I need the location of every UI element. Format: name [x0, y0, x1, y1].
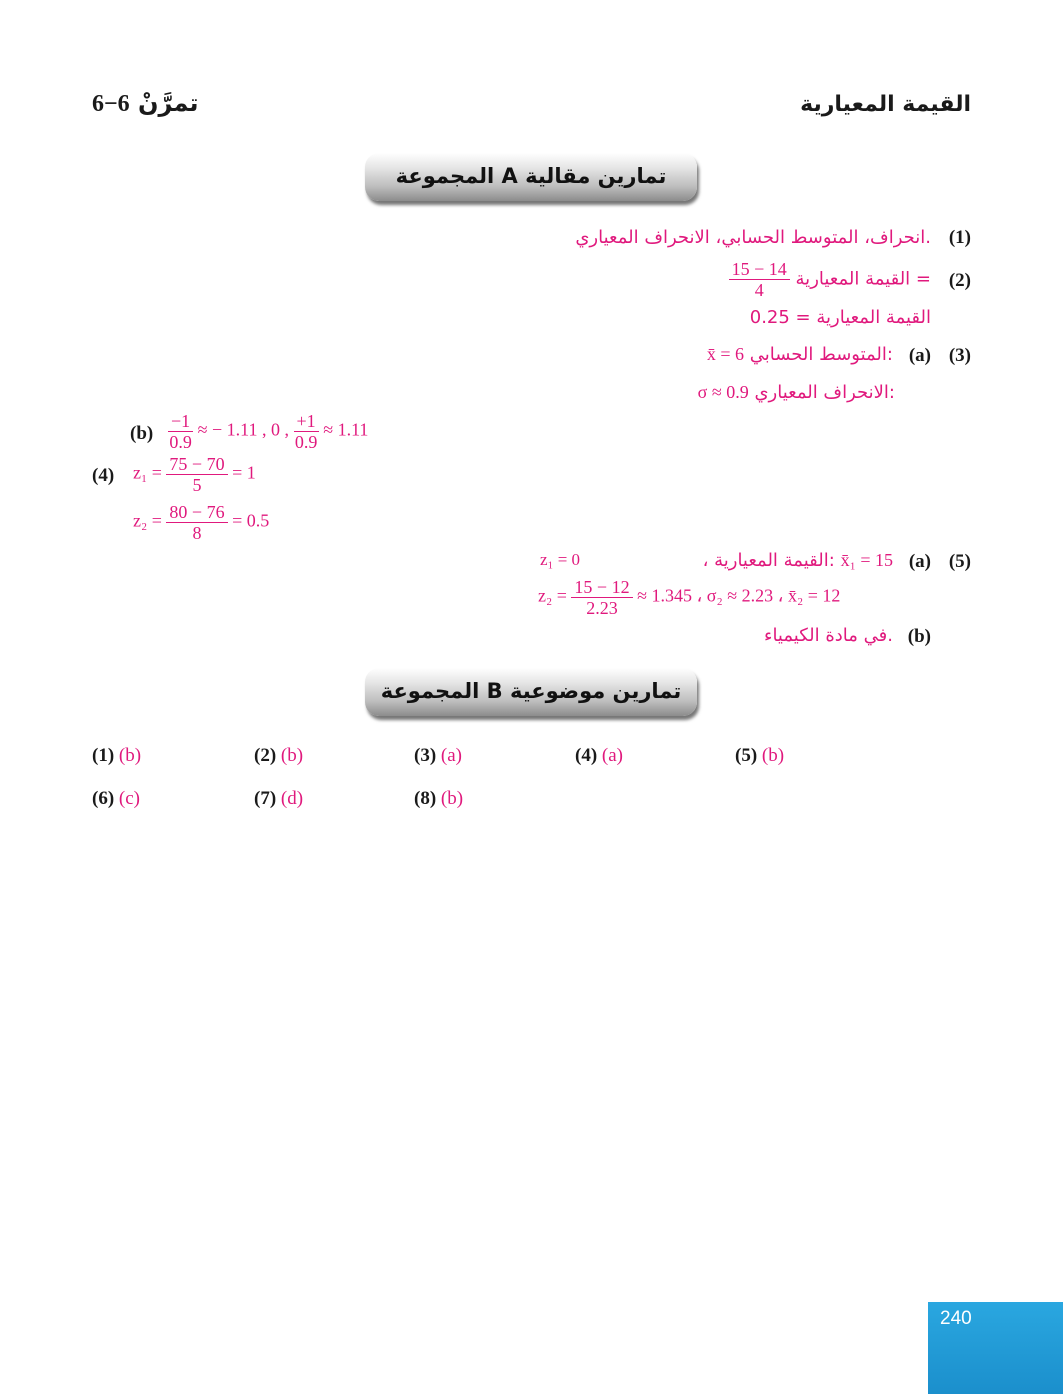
q1-answer: انحراف، المتوسط الحسابي، الانحراف المعياري. — [575, 227, 931, 248]
objective-item-4 — [575, 745, 623, 767]
q3-b-expression — [168, 412, 368, 451]
q3-part-a: (a) — [908, 345, 931, 366]
exercise-number: 6−6 — [92, 91, 130, 117]
q3-b-frac2-denominator: 0.9 — [294, 432, 318, 452]
objective-num: (2) — [254, 745, 277, 766]
q4-z2-fraction — [166, 503, 227, 542]
q5-part-b: (b) — [907, 626, 931, 647]
q5-line1-mean: x̄₁ = 15 — [840, 550, 893, 570]
objective-answer: (b) — [118, 745, 142, 766]
q2-fraction — [729, 260, 790, 299]
q3-b-value-2: ≈ 1.11 — [323, 419, 369, 440]
q4-z2-denominator: 8 — [192, 523, 202, 543]
q4-z1-denominator: 5 — [192, 475, 202, 495]
objective-item-8 — [414, 788, 463, 810]
q3-b-frac2-numerator: +1 — [294, 412, 319, 432]
q3-b-value-1: ≈ − 1.11 — [197, 419, 258, 440]
q5-z2-denominator: 2.23 — [586, 598, 618, 618]
q2-result: القيمة المعيارية = 0.25 — [749, 307, 931, 328]
objective-num: (5) — [735, 745, 758, 766]
objective-item-2 — [254, 745, 303, 767]
q3-sd-value: σ ≈ 0.9 — [697, 382, 749, 402]
q3-mean-value: x̄ = 6 — [706, 344, 745, 364]
section-b-title: المجموعة B تمارين موضوعية — [380, 679, 682, 703]
objective-num: (4) — [575, 745, 598, 766]
objective-item-3 — [414, 745, 462, 767]
q3-b-fraction-1 — [168, 412, 193, 451]
objective-item-1 — [92, 745, 141, 767]
q4-z1-numerator: 75 − 70 — [166, 455, 227, 475]
objective-num: (1) — [92, 745, 115, 766]
q5-z2-value: ≈ 1.345 — [637, 585, 692, 606]
objective-answer: (b) — [761, 745, 785, 766]
q4-z2-result: = 0.5 — [232, 510, 270, 531]
q3-b-sep-2: , — [284, 419, 290, 440]
q5-z2-fraction — [571, 578, 632, 617]
q4-z1-lhs: z₁ = — [133, 462, 162, 483]
q4-z1 — [133, 455, 256, 494]
q2-equation — [729, 260, 931, 299]
objective-answer: (d) — [280, 788, 304, 809]
objective-num: (3) — [414, 745, 437, 766]
q3-mean — [707, 344, 893, 365]
q3-b-frac1-numerator: −1 — [168, 412, 193, 432]
q3-sd — [698, 382, 895, 403]
q2-number: (2) — [948, 270, 971, 291]
exercise-label: تمرَّنْ — [138, 89, 199, 117]
q5-line1-label: ، القيمة المعيارية: — [702, 550, 835, 571]
objective-answer: (c) — [118, 788, 140, 809]
q5-mean2: x̄₂ = 12 — [787, 585, 841, 606]
q4-z1-result: = 1 — [232, 462, 256, 483]
objective-answer: (a) — [601, 745, 623, 766]
q5-part-a: (a) — [908, 551, 931, 572]
q5-sigma2: σ₂ ≈ 2.23 — [706, 585, 774, 606]
q5-line1 — [703, 550, 893, 571]
q5-sep-2: ، — [777, 585, 784, 606]
section-b-banner — [365, 668, 697, 716]
q5-answer-b: في مادة الكيمياء. — [763, 625, 893, 646]
objective-answer: (a) — [440, 745, 462, 766]
q3-number: (3) — [948, 345, 971, 366]
objective-num: (7) — [254, 788, 277, 809]
q4-z2 — [133, 503, 269, 542]
q3-b-fraction-2 — [294, 412, 319, 451]
q3-b-zero: 0 — [271, 419, 281, 440]
objective-item-7 — [254, 788, 303, 810]
objective-num: (8) — [414, 788, 437, 809]
objective-answer: (b) — [280, 745, 304, 766]
q3-part-b: (b) — [130, 423, 154, 444]
objective-answer: (b) — [440, 788, 464, 809]
q2-frac-denominator: 4 — [754, 280, 764, 300]
q2-frac-numerator: 15 − 14 — [729, 260, 790, 280]
q5-sep-1: ، — [696, 585, 703, 606]
q5-z1: z₁ = 0 — [540, 550, 581, 569]
q3-b-frac1-denominator: 0.9 — [169, 432, 192, 452]
objective-item-5 — [735, 745, 784, 767]
q4-z1-fraction — [166, 455, 227, 494]
q2-lhs: القيمة المعيارية = — [795, 268, 931, 290]
q4-number: (4) — [92, 465, 115, 486]
q5-number: (5) — [948, 551, 971, 572]
section-a-banner — [365, 153, 697, 201]
q4-z2-lhs: z₂ = — [133, 510, 162, 531]
q1-number: (1) — [948, 227, 971, 248]
q5-z2-lhs: z₂ = — [538, 585, 567, 606]
q3-b-sep-1: , — [262, 419, 267, 440]
section-a-title: المجموعة A تمارين مقالية — [395, 164, 667, 188]
objective-num: (6) — [92, 788, 115, 809]
exercise-heading — [92, 88, 199, 118]
q5-z2-numerator: 15 − 12 — [571, 578, 632, 598]
q3-sd-label: الانحراف المعياري: — [754, 382, 895, 403]
q5-line2 — [538, 578, 840, 617]
q3-mean-label: المتوسط الحسابي: — [749, 344, 893, 365]
objective-item-6 — [92, 788, 140, 810]
q4-z2-numerator: 80 − 76 — [166, 503, 227, 523]
page-number-tab — [928, 1302, 1063, 1394]
topic-title: القيمة المعيارية — [800, 92, 971, 117]
page-number: 240 — [940, 1308, 972, 1329]
